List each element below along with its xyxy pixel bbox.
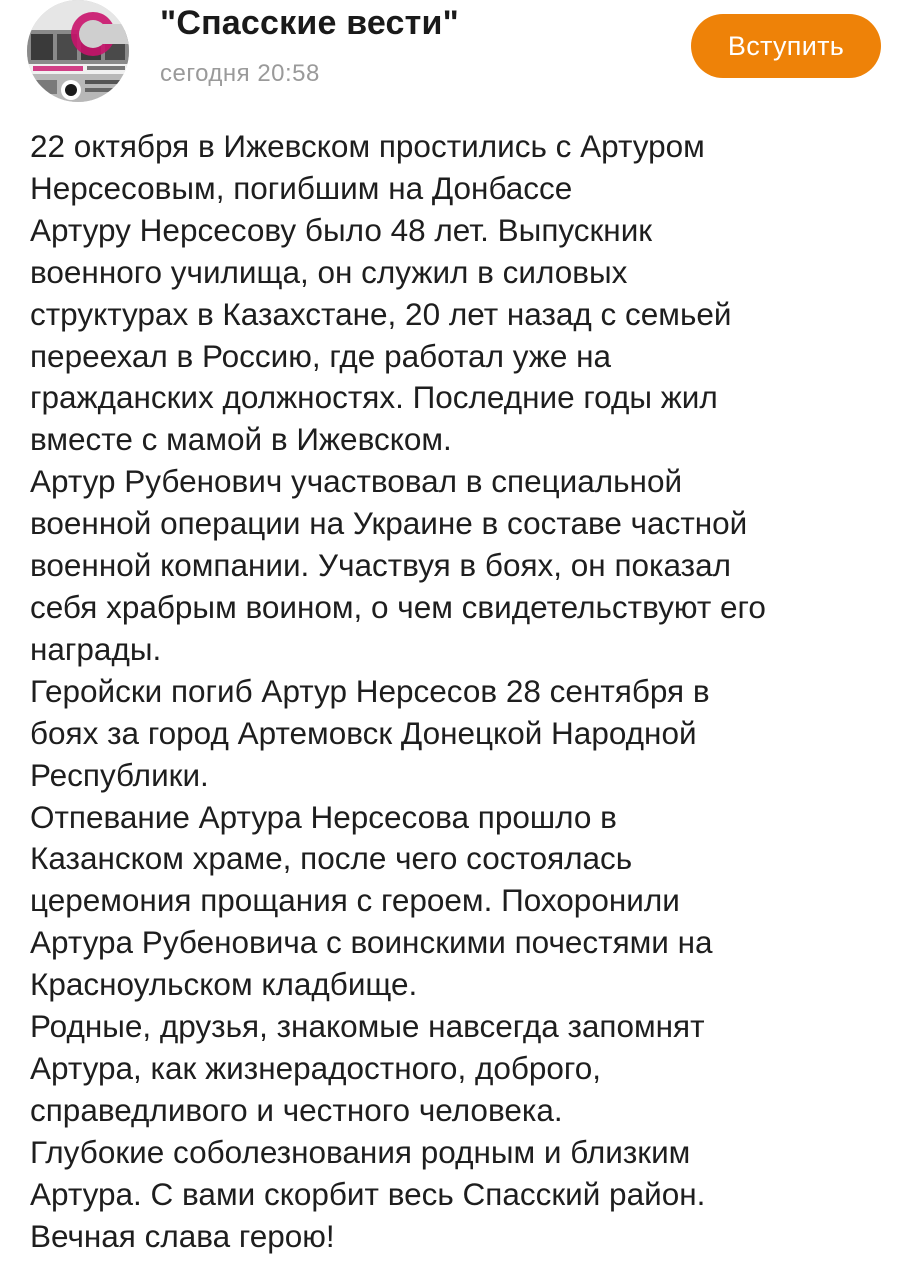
post-text [30,126,890,1257]
group-avatar[interactable] [27,0,129,102]
post-text-line: Артуру Нерсесову было 48 лет. Выпускник [30,211,653,248]
post-text-line: Геройски погиб Артур Нерсесов 28 сентября в [30,672,710,709]
post-text-line: структурах в Казахстане, 20 лет назад с семьей [30,295,732,332]
post-text-line: боях за город Артемовск Донецкой Народной [30,714,697,751]
post-text-line: награды. [30,630,162,667]
post-text-line: Артур Рубенович участвовал в специальной [30,463,683,500]
post-text-line: военной компании. Участвуя в боях, он показал [30,547,731,584]
post-text-line: переехал в Россию, где работал уже на [30,337,612,374]
post-text-line: военного училища, он служил в силовых [30,253,628,290]
post-text-line: Вечная слава герою! [30,1217,335,1254]
post-text-line: вместе с мамой в Ижевском. [30,421,452,458]
join-button[interactable]: Вступить [691,14,881,78]
post-text-line: Артура Рубеновича с воинскими почестями на [30,924,713,961]
post-text-line: Глубокие соболезнования родным и близким [30,1133,691,1170]
post-text-line: Артура. С вами скорбит весь Спасский район. [30,1175,706,1212]
post-text-line: Артура, как жизнерадостного, доброго, [30,1049,601,1086]
post-text-line: Нерсесовым, погибшим на Донбассе [30,169,573,206]
post-text-line: Красноульском кладбище. [30,966,418,1003]
post-header [0,0,909,110]
post-text-line: 22 октября в Ижевском простились с Артуром [30,128,705,164]
post-text-line: Казанском храме, после чего состоялась [30,840,633,877]
post-text-line: справедливого и честного человека. [30,1091,563,1128]
post-text-line: гражданских должностях. Последние годы жил [30,379,718,416]
post-text-line: церемония прощания с героем. Похоронили [30,882,680,919]
post-text-line: Отпевание Артура Нерсесова прошло в [30,798,617,835]
post-text-line: Республики. [30,756,209,793]
post-text-line: Родные, друзья, знакомые навсегда запомнят [30,1008,705,1045]
post-text-line: себя храбрым воином, о чем свидетельствуют его [30,588,766,625]
newspaper-logo-icon [27,0,129,102]
post-text-line: военной операции на Украине в составе частной [30,505,748,542]
post-timestamp: сегодня 20:58 [160,60,320,87]
group-name-link[interactable]: "Спасские вести" [160,4,459,42]
